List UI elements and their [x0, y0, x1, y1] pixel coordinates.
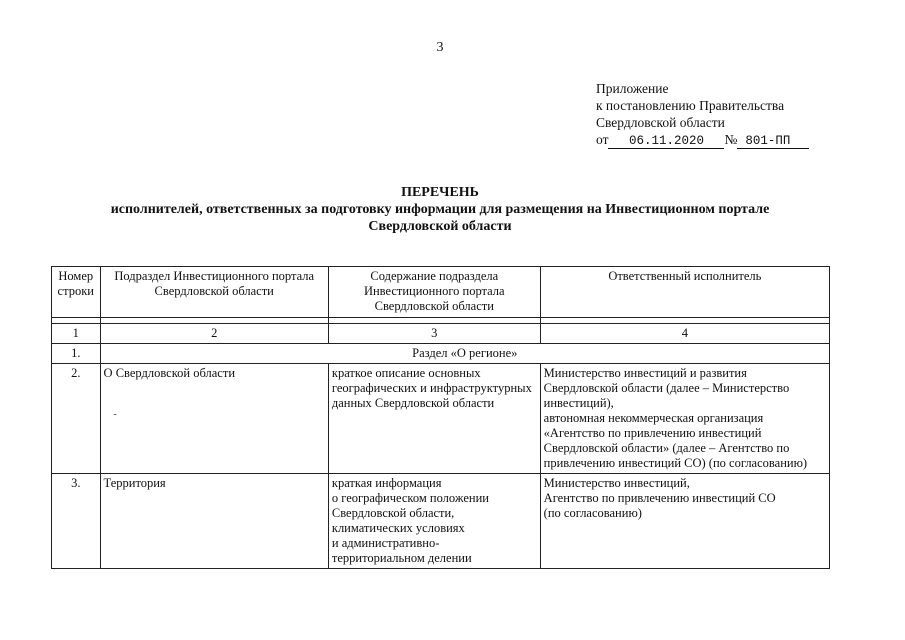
appendix-date-line [596, 131, 809, 149]
decree-number: 801-ПП [737, 134, 809, 149]
header-subsection: Подраздел Инвестиционного портала Свердловской области [100, 267, 328, 318]
section-title: Раздел «О регионе» [100, 344, 829, 364]
title-line-3: Свердловской области [368, 219, 512, 234]
decree-date: 06.11.2020 [608, 134, 724, 149]
column-number-2: 2 [100, 324, 328, 344]
table-row [52, 474, 830, 569]
title-heading: ПЕРЕЧЕНЬ [401, 185, 479, 200]
appendix-block [596, 80, 809, 149]
row-responsible: Министерство инвестиций и развития Свердловской области (далее – Министерство инвестиций), автономная некоммерческая организация «Агентство по привлечению инвестиций Свердловской области» (далее – Агентство по привлечению инвестиций СО) (по согласованию) [540, 364, 829, 474]
column-number-1: 1 [52, 324, 101, 344]
title-line-2: исполнителей, ответственных за подготовку информации для размещения на Инвестиционном портале [110, 202, 770, 217]
from-label: от [596, 132, 609, 147]
section-number: 1. [52, 344, 101, 364]
appendix-decree-line: к постановлению Правительства [596, 98, 785, 113]
executors-table [51, 266, 830, 569]
column-number-4: 4 [540, 324, 829, 344]
appendix-title: Приложение [596, 81, 669, 96]
header-content: Содержание подраздела Инвестиционного портала Свердловской области [328, 267, 540, 318]
page-number: 3 [436, 40, 444, 55]
row-subsection [100, 364, 328, 474]
row-subsection: Территория [100, 474, 328, 569]
row-content: краткое описание основных географических и инфраструктурных данных Свердловской области [328, 364, 540, 474]
column-numbers-row [52, 324, 830, 344]
header-responsible: Ответственный исполнитель [540, 267, 829, 318]
row-number: 2. [52, 364, 101, 474]
stray-mark: - [113, 409, 117, 420]
table-row [52, 364, 830, 474]
table-header-row [52, 267, 830, 318]
row-subsection-text: О Свердловской области [103, 366, 236, 380]
appendix-region-line: Свердловской области [596, 115, 725, 130]
document-title [0, 184, 880, 235]
column-number-3: 3 [328, 324, 540, 344]
header-row-number: Номер строки [52, 267, 101, 318]
section-row [52, 344, 830, 364]
row-responsible: Министерство инвестиций, Агентство по привлечению инвестиций СО (по согласованию) [540, 474, 829, 569]
row-content: краткая информация о географическом положении Свердловской области, климатических условиях и административно- территориальном делении [328, 474, 540, 569]
row-number: 3. [52, 474, 101, 569]
number-label: № [724, 132, 738, 147]
